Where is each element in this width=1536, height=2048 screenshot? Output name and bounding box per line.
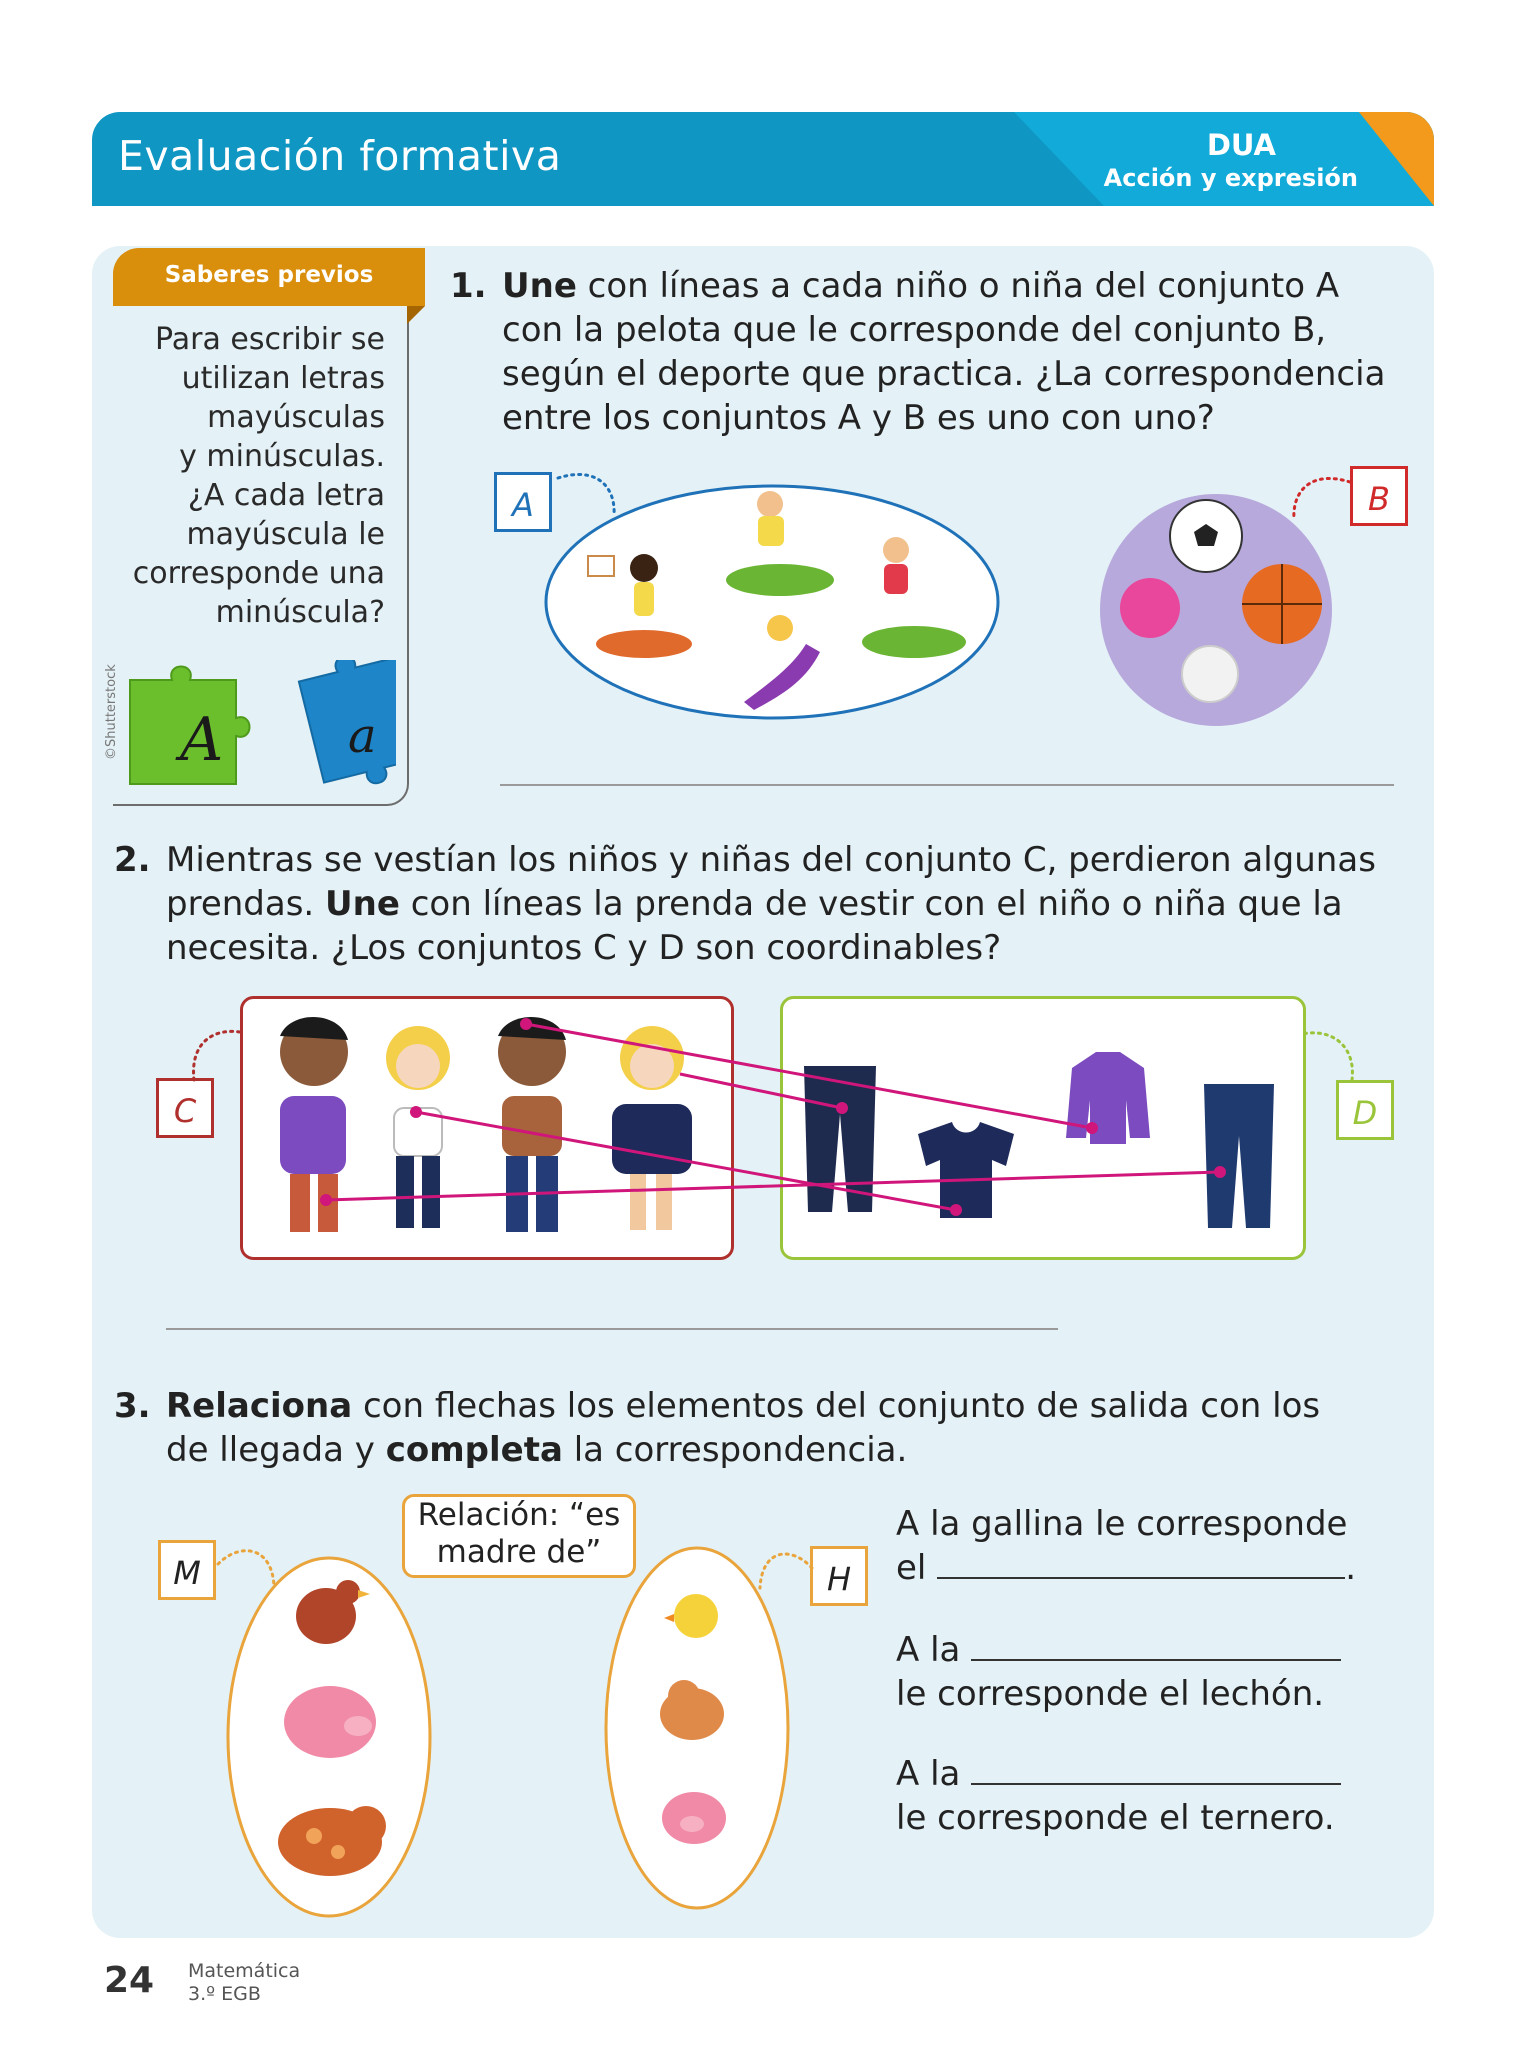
answer-text: A la gallina le corresponde (896, 1504, 1348, 1544)
question-3 (114, 1384, 1414, 1472)
instruction-verb: completa (385, 1430, 563, 1470)
set-label-m: M (158, 1540, 216, 1600)
question-1-line: con líneas a cada niño o niña del conjunto A (576, 266, 1340, 306)
relation-line: madre de” (436, 1534, 602, 1570)
set-h-ellipse (604, 1546, 790, 1910)
answer-blank[interactable] (971, 1753, 1341, 1785)
dua-subtitle: Acción y expresión (1103, 164, 1358, 192)
saberes-line: y minúsculas. (179, 439, 385, 474)
image-credit: ©Shutterstock (104, 664, 119, 760)
answer-1 (896, 1502, 1356, 1590)
answer-text: . (1345, 1548, 1356, 1588)
question-2-line: necesita. ¿Los conjuntos C y D son coordinables? (166, 928, 1002, 968)
question-number: 1. (450, 266, 487, 306)
puzzle-letter-lower: a (348, 708, 377, 764)
instruction-verb: Une (325, 884, 400, 924)
question-1-line: entre los conjuntos A y B es uno con uno? (502, 398, 1215, 438)
question-3-text: de llegada y (166, 1430, 386, 1470)
answer-text: le corresponde el ternero. (896, 1798, 1335, 1838)
saberes-line: Para escribir se (155, 322, 385, 357)
question-3-text: con flechas los elementos del conjunto de salida con los (352, 1386, 1321, 1426)
question-1-line: según el deporte que practica. ¿La correspondencia (502, 354, 1386, 394)
question-1-line: con la pelota que le corresponde del conjunto B, (502, 310, 1327, 350)
set-label-d: D (1336, 1080, 1394, 1140)
question-2-text: prendas. (166, 884, 326, 924)
footer-subject: Matemática (188, 1960, 301, 1982)
question-2-text: con líneas la prenda de vestir con el niño o niña que la (399, 884, 1343, 924)
answer-text: le corresponde el lechón. (896, 1674, 1325, 1714)
set-label-c: C (156, 1078, 214, 1138)
answer-text: A la (896, 1630, 961, 1670)
relation-line: Relación: “es (417, 1497, 621, 1533)
instruction-verb: Une (502, 266, 577, 306)
relation-label (402, 1494, 636, 1578)
section-title: Evaluación formativa (118, 132, 562, 180)
answer-2 (896, 1628, 1341, 1716)
saberes-label: Saberes previos (164, 262, 374, 288)
answer-text: A la (896, 1754, 961, 1794)
question-3-text: la correspondencia. (562, 1430, 908, 1470)
set-label-a: A (494, 472, 552, 532)
instruction-verb: Relaciona (166, 1386, 353, 1426)
question-number: 3. (114, 1386, 151, 1426)
set-label-h: H (810, 1546, 868, 1606)
saberes-line: utilizan letras (181, 361, 385, 396)
question-2-line: Mientras se vestían los niños y niñas del conjunto C, perdieron algunas (166, 840, 1376, 880)
set-label-b: B (1350, 466, 1408, 526)
page-footer-info (188, 1960, 300, 2006)
answer-line[interactable] (166, 1328, 1058, 1330)
saberes-line: corresponde una (132, 556, 385, 591)
page-number: 24 (104, 1960, 155, 2001)
answer-blank[interactable] (971, 1629, 1341, 1661)
puzzle-letter-upper: A (180, 705, 224, 775)
footer-grade: 3.º EGB (188, 1983, 261, 2005)
saberes-line: mayúscula le (186, 517, 385, 552)
answer-text: el (896, 1548, 927, 1588)
set-m-ellipse (226, 1556, 432, 1918)
question-number: 2. (114, 840, 151, 880)
saberes-line: ¿A cada letra (187, 478, 385, 513)
answer-3 (896, 1752, 1341, 1840)
answer-blank[interactable] (937, 1547, 1345, 1579)
saberes-line: minúscula? (215, 595, 385, 630)
saberes-line: mayúsculas (207, 400, 385, 435)
dua-title: DUA (1206, 128, 1276, 162)
